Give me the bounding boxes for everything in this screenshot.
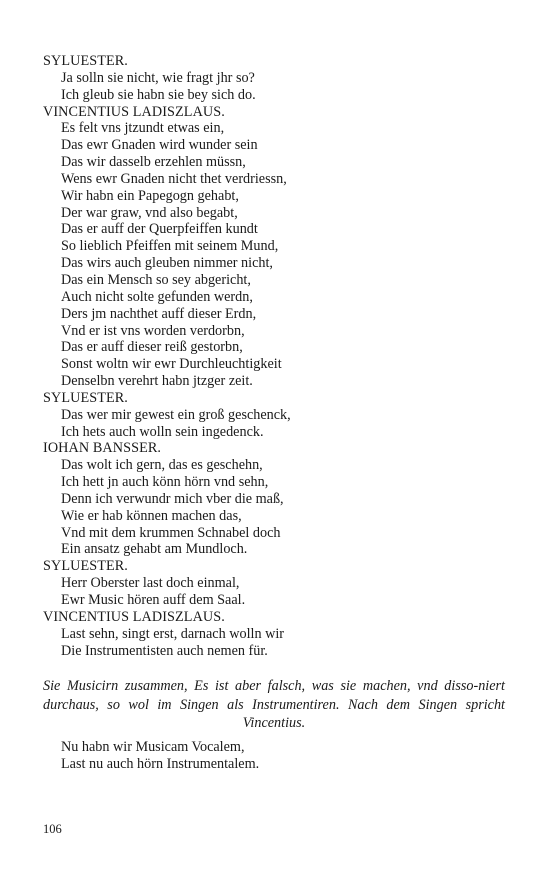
verse-line: Das er auff dieser reiß gestorbn, — [61, 339, 243, 356]
speaker-name: VINCENTIUS LADISZLAUS. — [43, 103, 225, 120]
speaker-name: SYLUESTER. — [43, 53, 128, 69]
verse-line: Ich gleub sie habn sie bey sich do. — [61, 86, 256, 103]
verse-line: So lieblich Pfeiffen mit seinem Mund, — [61, 238, 279, 255]
speaker-name: SYLUESTER. — [43, 558, 128, 575]
verse-line: Das ewr Gnaden wird wunder sein — [61, 137, 258, 154]
verse-line: Die Instrumentisten auch nemen für. — [61, 642, 268, 659]
speaker-name: IOHAN BANSSER. — [43, 440, 162, 457]
verse-line: Vnd mit dem krummen Schnabel doch — [61, 524, 281, 541]
verse-line: Das ein Mensch so sey abgericht, — [61, 271, 251, 288]
verse-line: Wir habn ein Papegogn gehabt, — [61, 187, 239, 204]
page-number: 106 — [43, 822, 62, 836]
verse-line: Ich hett jn auch könn hörn vnd sehn, — [61, 474, 269, 491]
verse-line: Vnd er ist vns worden verdorbn, — [61, 322, 245, 339]
verse-line: Auch nicht solte gefunden werdn, — [61, 288, 253, 305]
verse-line: Das wir dasselb erzehlen müssn, — [61, 154, 246, 171]
verse-line: Das wirs auch gleuben nimmer nicht, — [61, 255, 273, 272]
dialogue-block — [43, 53, 513, 659]
verse-line: Last nu auch hörn Instrumentalem. — [61, 755, 260, 772]
stage-direction: Sie Musicirn zusammen, Es ist aber falsch, was sie machen, vnd disso-niert durchaus, so wol im Singen als Instrumentiren. Nach dem Singen spricht Vincentius. — [43, 678, 505, 732]
verse-line: Ich hets auch wolln sein ingedenck. — [61, 423, 264, 440]
verse-line: Denn ich verwundr mich vber die maß, — [61, 490, 284, 507]
verse-line: Ewr Music hören auff dem Saal. — [61, 592, 246, 608]
verse-line: Der war graw, vnd also begabt, — [61, 204, 238, 221]
verse-line: Es felt vns jtzundt etwas ein, — [61, 120, 225, 137]
verse-line: Wie er hab können machen das, — [61, 507, 242, 524]
verse-line: Denselbn verehrt habn jtzger zeit. — [61, 373, 253, 390]
verse-line: Herr Oberster last doch einmal, — [61, 575, 240, 592]
verse-line: Sonst woltn wir ewr Durchleuchtigkeit — [61, 356, 282, 373]
verse-line: Ja solln sie nicht, wie fragt jhr so? — [61, 69, 255, 86]
verse-line: Ders jm nachthet auff dieser Erdn, — [61, 305, 257, 322]
verse-line: Das wolt ich gern, das es geschehn, — [61, 457, 263, 474]
verse-line: Wens ewr Gnaden nicht thet verdriessn, — [61, 170, 287, 187]
verse-line: Nu habn wir Musicam Vocalem, — [61, 739, 245, 755]
verse-line: Ein ansatz gehabt am Mundloch. — [61, 541, 248, 558]
speaker-name: VINCENTIUS LADISZLAUS. — [43, 608, 225, 625]
verse-line: Das wer mir gewest ein groß geschenck, — [61, 406, 291, 423]
verse-line: Last sehn, singt erst, darnach wolln wir — [61, 625, 285, 642]
speaker-name: SYLUESTER. — [43, 389, 128, 406]
verse-line: Das er auff der Querpfeiffen kundt — [61, 221, 258, 238]
closing-verses — [43, 739, 513, 773]
